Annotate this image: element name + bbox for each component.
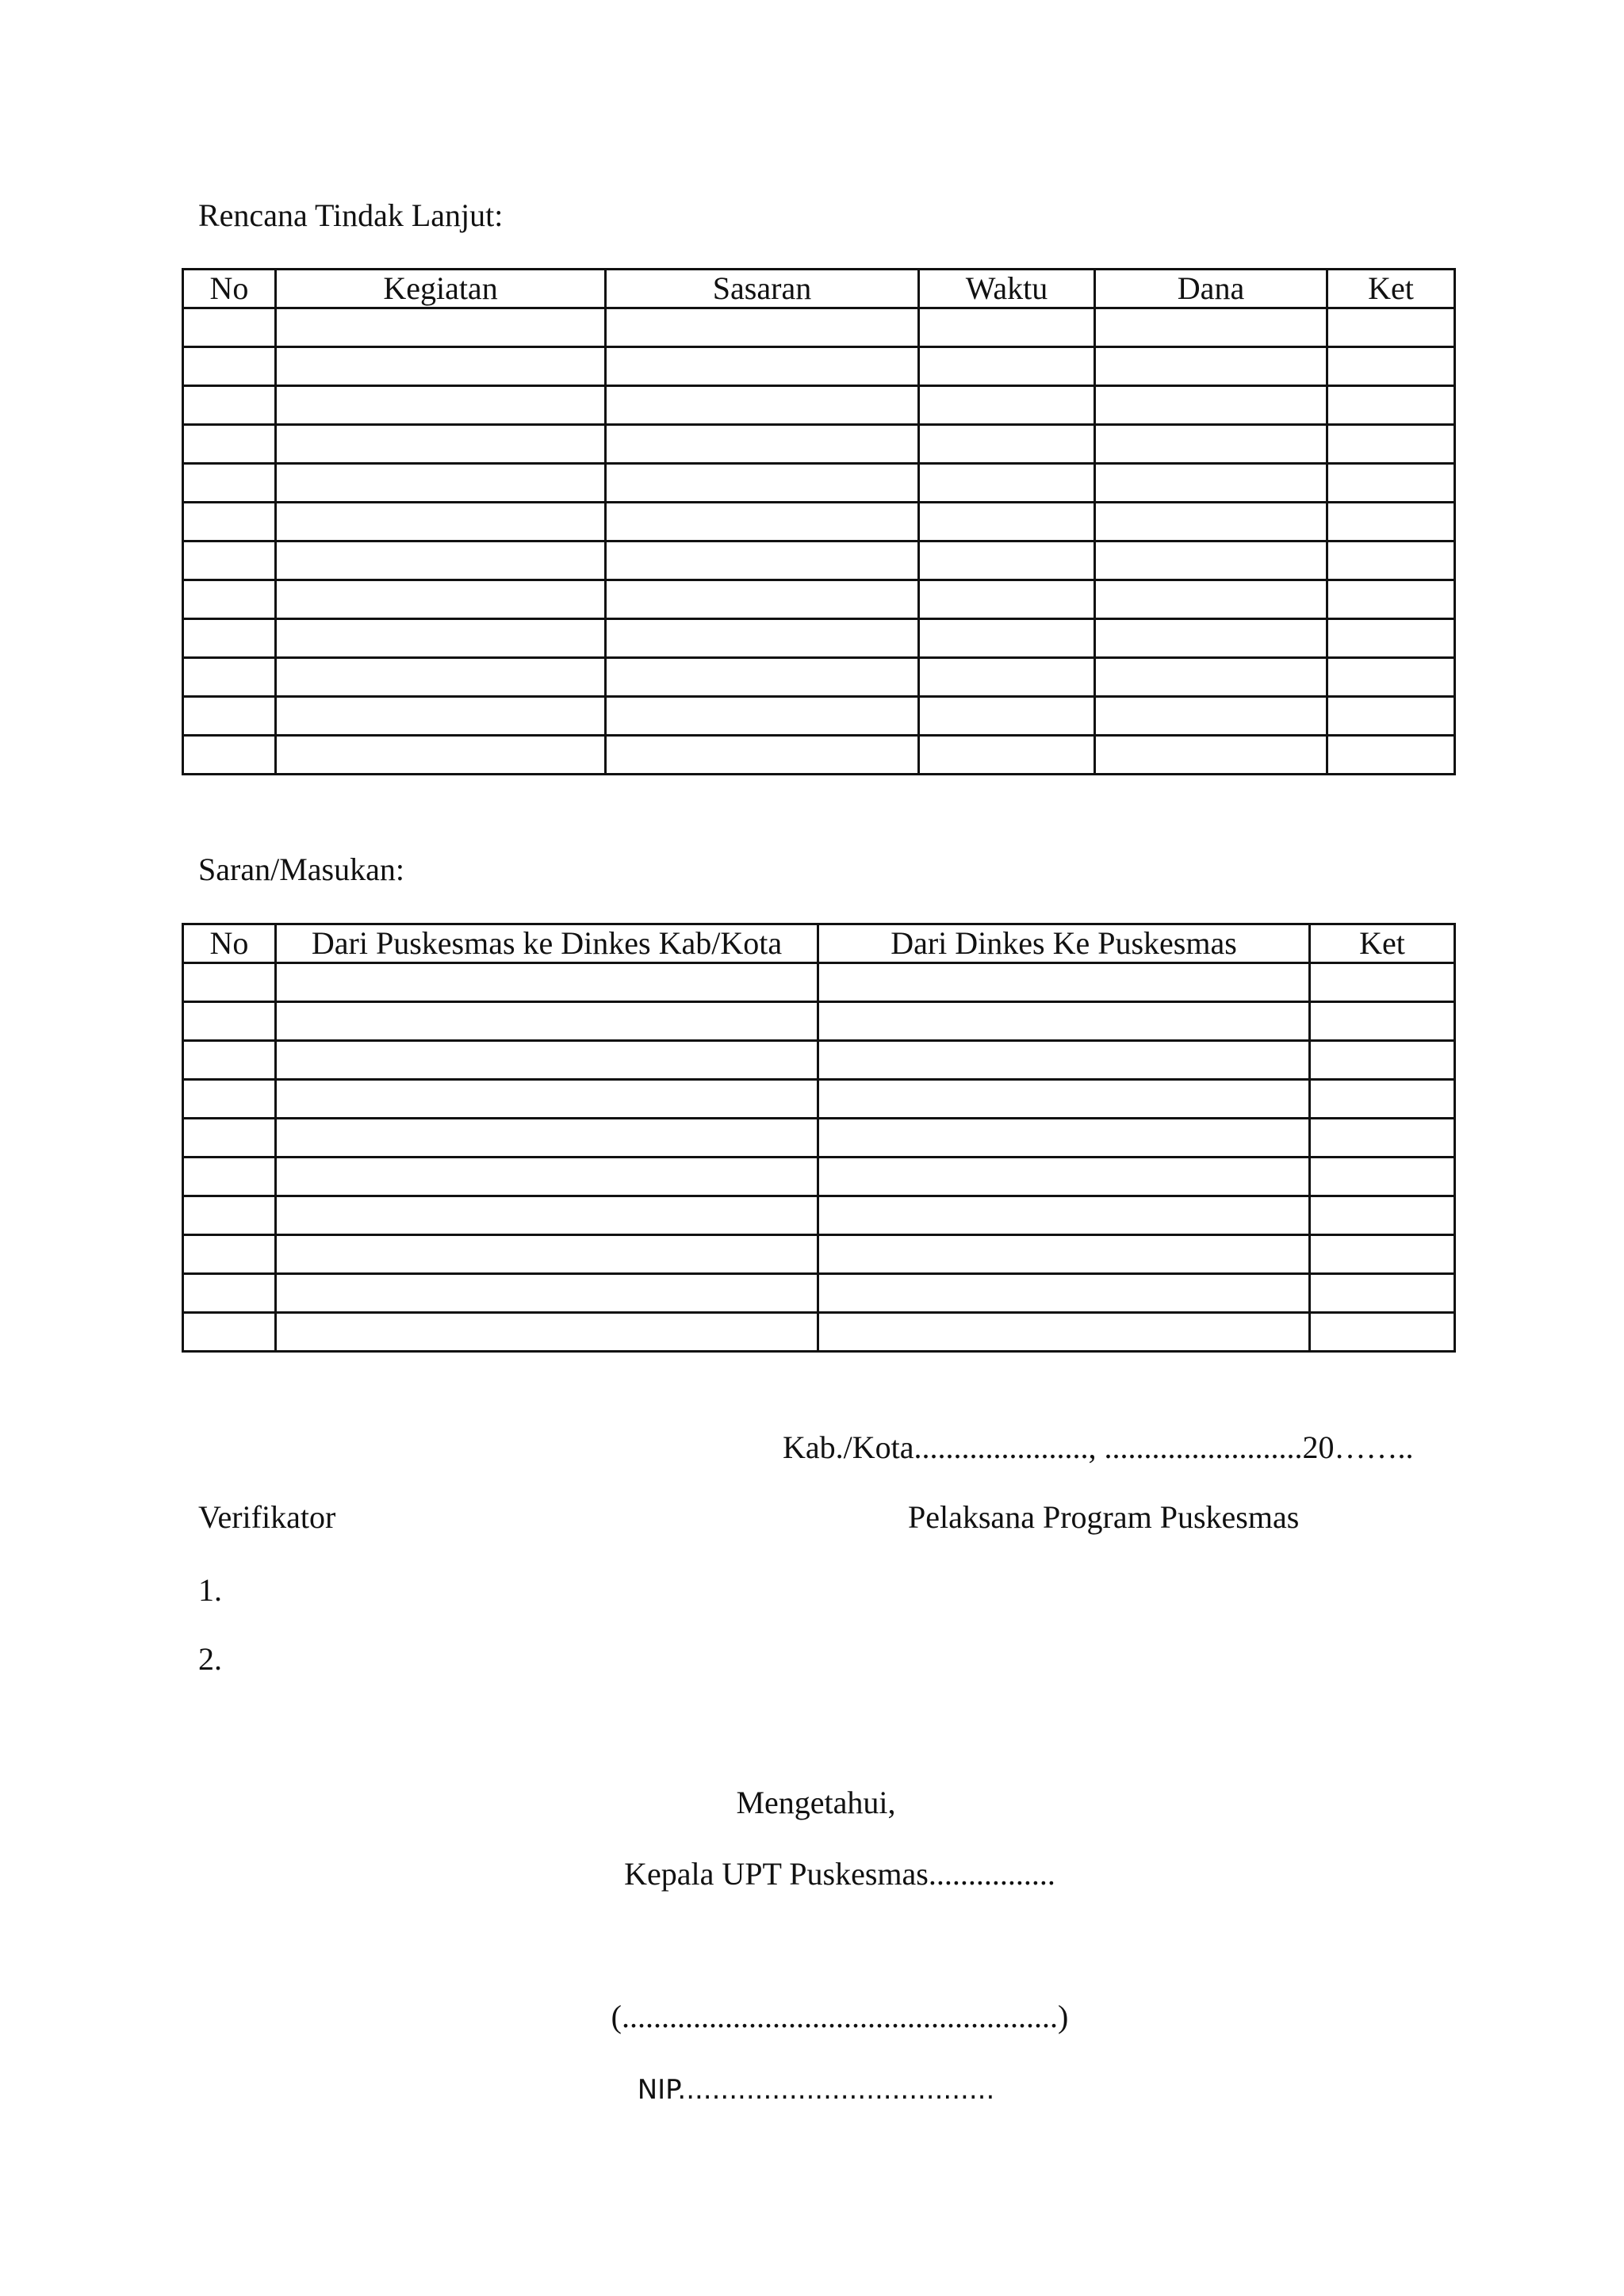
saran-table-cell: [183, 1235, 276, 1274]
saran-table-cell: [183, 1158, 276, 1196]
saran-col-puskesmas-to-dinkes: Dari Puskesmas ke Dinkes Kab/Kota: [276, 924, 818, 963]
rtl-heading: Rencana Tindak Lanjut:: [198, 197, 504, 233]
saran-table-cell: [276, 1002, 818, 1041]
rtl-table-cell: [1095, 658, 1327, 697]
rtl-table: [182, 268, 1456, 775]
rtl-table-cell: [183, 619, 276, 658]
saran-table-cell: [183, 1080, 276, 1119]
rtl-table-cell: [276, 425, 606, 464]
rtl-table-cell: [183, 347, 276, 386]
saran-table-cell: [818, 1274, 1310, 1313]
rtl-col-sasaran: Sasaran: [606, 270, 919, 308]
saran-table-cell: [276, 1158, 818, 1196]
rtl-table-cell: [276, 619, 606, 658]
saran-table-cell: [818, 1080, 1310, 1119]
rtl-table-cell: [919, 503, 1095, 541]
rtl-table-cell: [183, 658, 276, 697]
saran-table-cell: [1310, 1002, 1455, 1041]
rtl-table-cell: [1327, 347, 1455, 386]
rtl-table-cell: [919, 541, 1095, 580]
mengetahui-label: Mengetahui,: [736, 1785, 896, 1820]
rtl-table-cell: [919, 308, 1095, 347]
rtl-table-cell: [606, 658, 919, 697]
rtl-table-row: [183, 736, 1455, 775]
saran-table-cell: [818, 1002, 1310, 1041]
place-date-line: Kab./Kota......................, .........................20……..: [783, 1429, 1414, 1465]
rtl-table-cell: [1327, 386, 1455, 425]
saran-table-cell: [276, 1313, 818, 1352]
saran-table-cell: [276, 1080, 818, 1119]
rtl-table-row: [183, 658, 1455, 697]
saran-table-cell: [276, 1274, 818, 1313]
saran-table-cell: [818, 1158, 1310, 1196]
rtl-col-waktu: Waktu: [919, 270, 1095, 308]
saran-table-row: [183, 1080, 1455, 1119]
saran-table-cell: [276, 963, 818, 1002]
nip-line: NIP.....................................: [637, 2074, 995, 2106]
rtl-table-cell: [276, 308, 606, 347]
rtl-table-cell: [1327, 308, 1455, 347]
saran-table-row: [183, 1274, 1455, 1313]
rtl-table-cell: [276, 464, 606, 503]
saran-table-row: [183, 1119, 1455, 1158]
rtl-table-cell: [606, 464, 919, 503]
rtl-table-cell: [1327, 464, 1455, 503]
rtl-table-cell: [1095, 347, 1327, 386]
rtl-table-cell: [276, 736, 606, 775]
rtl-table-cell: [276, 386, 606, 425]
rtl-table-cell: [919, 697, 1095, 736]
rtl-table-cell: [183, 736, 276, 775]
rtl-table-cell: [606, 541, 919, 580]
rtl-table-row: [183, 697, 1455, 736]
rtl-table-cell: [276, 658, 606, 697]
rtl-table-cell: [1095, 619, 1327, 658]
saran-table-cell: [818, 963, 1310, 1002]
rtl-col-kegiatan: Kegiatan: [276, 270, 606, 308]
saran-table-cell: [183, 1119, 276, 1158]
rtl-table-row: [183, 541, 1455, 580]
rtl-table-cell: [183, 697, 276, 736]
rtl-table-cell: [276, 347, 606, 386]
rtl-table-cell: [183, 425, 276, 464]
rtl-table-cell: [183, 464, 276, 503]
rtl-table-cell: [606, 425, 919, 464]
rtl-table-cell: [1327, 503, 1455, 541]
rtl-table-cell: [1327, 425, 1455, 464]
saran-table-cell: [818, 1235, 1310, 1274]
rtl-table-cell: [1327, 541, 1455, 580]
rtl-table-row: [183, 347, 1455, 386]
rtl-table-cell: [1327, 580, 1455, 619]
saran-table-row: [183, 1041, 1455, 1080]
saran-table-cell: [183, 1313, 276, 1352]
rtl-table-cell: [919, 386, 1095, 425]
rtl-table-cell: [1095, 580, 1327, 619]
saran-table-cell: [1310, 963, 1455, 1002]
saran-table-cell: [276, 1196, 818, 1235]
rtl-table-cell: [606, 619, 919, 658]
rtl-table-cell: [606, 386, 919, 425]
rtl-table-cell: [919, 736, 1095, 775]
rtl-table-cell: [1095, 464, 1327, 503]
saran-table-cell: [1310, 1119, 1455, 1158]
rtl-table-cell: [919, 347, 1095, 386]
verifikator-item-1: 1.: [198, 1572, 222, 1608]
saran-table-row: [183, 1158, 1455, 1196]
saran-header-row: [183, 924, 1455, 963]
rtl-table-cell: [1095, 736, 1327, 775]
saran-heading: Saran/Masukan:: [198, 851, 404, 887]
saran-col-no: No: [183, 924, 276, 963]
rtl-table-cell: [606, 347, 919, 386]
saran-table-cell: [276, 1041, 818, 1080]
saran-table-cell: [1310, 1158, 1455, 1196]
rtl-table-cell: [276, 697, 606, 736]
rtl-table-cell: [1095, 308, 1327, 347]
rtl-table-cell: [919, 580, 1095, 619]
rtl-table-cell: [183, 386, 276, 425]
rtl-col-ket: Ket: [1327, 270, 1455, 308]
rtl-table-cell: [919, 425, 1095, 464]
rtl-table-cell: [606, 580, 919, 619]
saran-table-cell: [1310, 1041, 1455, 1080]
saran-table-cell: [818, 1119, 1310, 1158]
rtl-table-cell: [606, 736, 919, 775]
rtl-table-cell: [1327, 619, 1455, 658]
saran-table-cell: [183, 1041, 276, 1080]
saran-col-dinkes-to-puskesmas: Dari Dinkes Ke Puskesmas: [818, 924, 1310, 963]
rtl-header-row: [183, 270, 1455, 308]
saran-table-cell: [276, 1119, 818, 1158]
rtl-col-dana: Dana: [1095, 270, 1327, 308]
saran-table-cell: [818, 1196, 1310, 1235]
rtl-table-row: [183, 425, 1455, 464]
rtl-table-cell: [606, 697, 919, 736]
rtl-table-cell: [1095, 386, 1327, 425]
rtl-table-cell: [606, 503, 919, 541]
rtl-table-cell: [276, 503, 606, 541]
rtl-table-cell: [276, 541, 606, 580]
saran-table-cell: [1310, 1274, 1455, 1313]
verifikator-item-2: 2.: [198, 1641, 222, 1677]
rtl-table-row: [183, 464, 1455, 503]
rtl-table-cell: [919, 658, 1095, 697]
saran-col-ket: Ket: [1310, 924, 1455, 963]
saran-table-row: [183, 963, 1455, 1002]
rtl-table-cell: [919, 619, 1095, 658]
rtl-table-cell: [1095, 425, 1327, 464]
saran-table-cell: [183, 1002, 276, 1041]
rtl-table-cell: [919, 464, 1095, 503]
rtl-table-cell: [183, 541, 276, 580]
rtl-table-cell: [1327, 736, 1455, 775]
rtl-table-cell: [1327, 658, 1455, 697]
pelaksana-label: Pelaksana Program Puskesmas: [908, 1499, 1300, 1535]
rtl-table-row: [183, 308, 1455, 347]
saran-table-row: [183, 1002, 1455, 1041]
saran-table-row: [183, 1313, 1455, 1352]
saran-table-row: [183, 1196, 1455, 1235]
saran-table-cell: [183, 1274, 276, 1313]
saran-table: [182, 923, 1456, 1353]
rtl-col-no: No: [183, 270, 276, 308]
saran-table-cell: [1310, 1196, 1455, 1235]
rtl-table-cell: [183, 308, 276, 347]
saran-table-cell: [1310, 1313, 1455, 1352]
saran-table-cell: [1310, 1235, 1455, 1274]
saran-table-row: [183, 1235, 1455, 1274]
saran-table-cell: [276, 1235, 818, 1274]
kepala-upt-label: Kepala UPT Puskesmas................: [624, 1856, 1055, 1892]
rtl-table-cell: [1095, 503, 1327, 541]
rtl-table-row: [183, 503, 1455, 541]
saran-table-cell: [183, 1196, 276, 1235]
saran-table-cell: [818, 1041, 1310, 1080]
signatory-name-placeholder: (.......................................................): [611, 1999, 1069, 2034]
rtl-table-cell: [1327, 697, 1455, 736]
rtl-table-cell: [1095, 541, 1327, 580]
rtl-table-row: [183, 619, 1455, 658]
rtl-table-cell: [183, 503, 276, 541]
saran-table-cell: [1310, 1080, 1455, 1119]
rtl-table-cell: [606, 308, 919, 347]
verifikator-label: Verifikator: [198, 1499, 336, 1535]
rtl-table-row: [183, 386, 1455, 425]
saran-table-cell: [183, 963, 276, 1002]
rtl-table-row: [183, 580, 1455, 619]
rtl-table-cell: [1095, 697, 1327, 736]
rtl-table-cell: [183, 580, 276, 619]
rtl-table-cell: [276, 580, 606, 619]
saran-table-cell: [818, 1313, 1310, 1352]
